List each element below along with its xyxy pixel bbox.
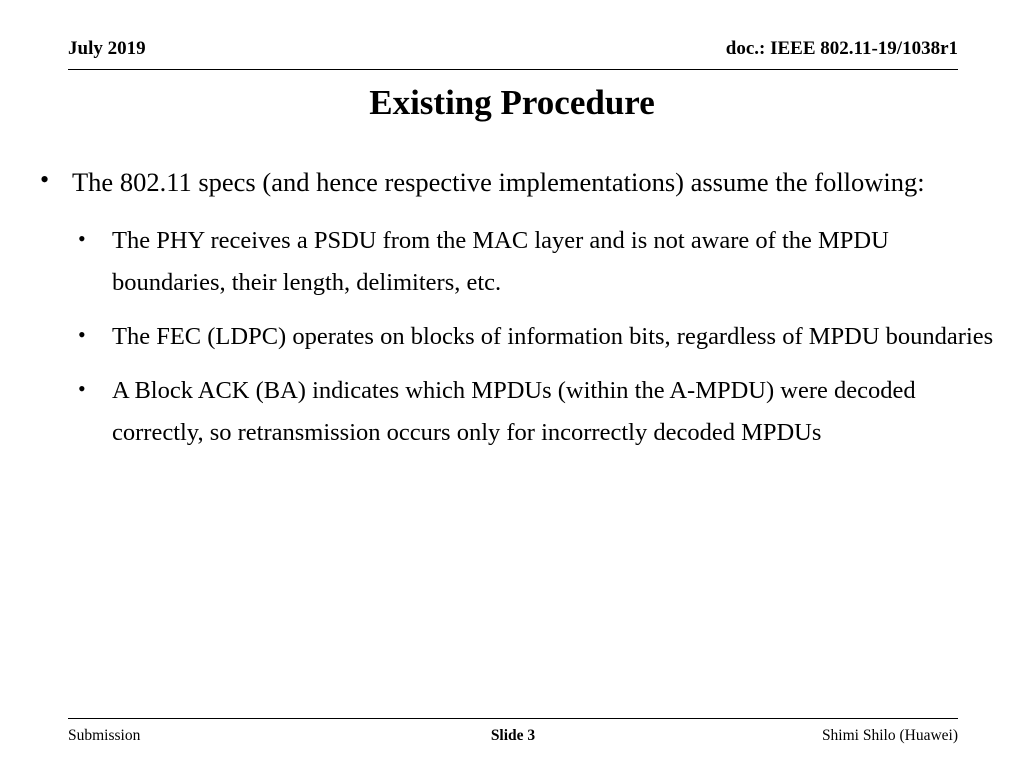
list-item-text: The 802.11 specs (and hence respective implementations) assume the following: — [72, 167, 925, 197]
list-item — [34, 160, 994, 204]
footer-author: Shimi Shilo (Huawei) — [821, 727, 958, 744]
header-date: July 2019 — [68, 38, 146, 59]
header-divider — [68, 69, 958, 70]
header-doc-reference: doc.: IEEE 802.11-19/1038r1 — [725, 38, 958, 59]
list-item-text: A Block ACK (BA) indicates which MPDUs (within the A-MPDU) were decoded correctly, so retransmission occurs only for incorrectly decoded MPDUs — [112, 377, 916, 446]
bullet-icon: • — [78, 376, 86, 401]
bullet-icon: • — [78, 322, 86, 347]
footer-submission: Submission — [68, 727, 141, 744]
footer-slide-number: Slide 3 — [490, 727, 536, 744]
list-item — [34, 316, 994, 358]
bullet-icon: • — [40, 165, 50, 194]
slide-body — [34, 160, 994, 466]
footer-divider — [68, 718, 958, 719]
bullet-icon: • — [78, 226, 86, 251]
list-item-text: The FEC (LDPC) operates on blocks of information bits, regardless of MPDU boundaries — [112, 323, 994, 350]
list-item — [34, 370, 994, 454]
page-title: Existing Procedure — [369, 83, 655, 122]
slide-header — [68, 38, 958, 60]
list-item-text: The PHY receives a PSDU from the MAC layer and is not aware of the MPDU boundaries, their length, delimiters, etc. — [112, 227, 889, 296]
slide-footer — [68, 726, 958, 746]
list-item — [34, 220, 994, 304]
